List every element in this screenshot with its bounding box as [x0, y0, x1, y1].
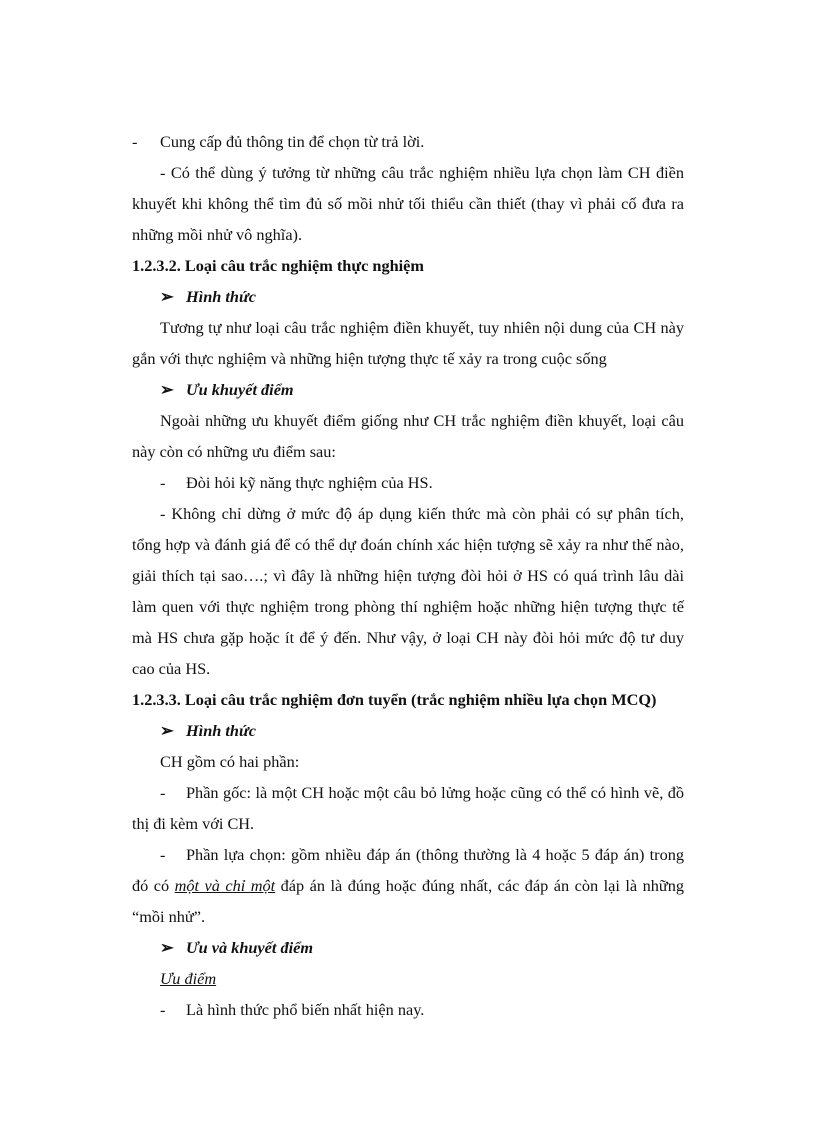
paragraph: - Không chỉ dừng ở mức độ áp dụng kiến thức mà còn phải có sự phân tích, tổng hợp và đánh giá để có thể dự đoán chính xác hiện tượng sẽ xảy ra như thế nào, giải thích tại sao….; vì đây là những hiện tượng đòi hỏi ở HS có quá trình lâu dài làm quen với thực nghiệm trong phòng thí nghiệm hoặc những hiện tượng thực tế mà HS chưa gặp hoặc ít để ý đến. Như vậy, ở loại CH này đòi hỏi mức độ tư duy cao của HS. [132, 504, 684, 678]
dash-item-text: Đòi hỏi kỹ năng thực nghiệm của HS. [186, 473, 433, 492]
dash-item-text: Phần gốc: là một CH hoặc một câu bỏ lửng hoặc cũng có thể có hình vẽ, đồ thị đi kèm với CH. [132, 783, 684, 833]
paragraph: - Có thể dùng ý tưởng từ những câu trắc nghiệm nhiều lựa chọn làm CH điền khuyết khi không thể tìm đủ số mồi nhử tối thiểu cần thiết (thay vì phải cố đưa ra những mồi nhử vô nghĩa). [132, 163, 684, 244]
bullet-heading-text: Hình thức [186, 287, 256, 306]
bullet-heading [132, 374, 684, 405]
dash-item [132, 994, 684, 1025]
dash-item [132, 126, 684, 157]
dash-item-text: Cung cấp đủ thông tin để chọn từ trả lời. [160, 132, 425, 151]
dash-mark: - [160, 473, 166, 492]
dash-item [132, 467, 684, 498]
section-heading: 1.2.3.2. Loại câu trắc nghiệm thực nghiệm [132, 256, 424, 275]
section-heading: 1.2.3.3. Loại câu trắc nghiệm đơn tuyển (trắc nghiệm nhiều lựa chọn MCQ) [132, 690, 657, 709]
bullet-heading-text: Hình thức [186, 721, 256, 740]
dash-mark: - [160, 845, 166, 864]
paragraph: Tương tự như loại câu trắc nghiệm điền khuyết, tuy nhiên nội dung của CH này gắn với thực nghiệm và những hiện tượng thực tế xảy ra trong cuộc sống [132, 318, 684, 368]
bullet-heading [132, 715, 684, 746]
dash-item [132, 839, 684, 932]
document-page [132, 126, 684, 1025]
paragraph: CH gồm có hai phần: [160, 752, 300, 771]
arrow-bullet-icon: ➢ [160, 380, 174, 399]
dash-item-text-end: đáp án là đúng hoặc đúng nhất, các đáp án còn lại là những “mồi nhử”. [132, 876, 685, 926]
bullet-heading [132, 281, 684, 312]
dash-item-text: Là hình thức phổ biến nhất hiện nay. [186, 1000, 425, 1019]
bullet-heading-text: Ưu và khuyết điểm [186, 938, 314, 957]
dash-item [132, 777, 684, 839]
arrow-bullet-icon: ➢ [160, 721, 174, 740]
subheading-underlined: Ưu điểm [160, 969, 217, 988]
dash-item-text: Phần lựa chọn: gồm nhiều đáp án (thông thường là 4 hoặc 5 đáp án) trong đó có [132, 845, 684, 895]
arrow-bullet-icon: ➢ [160, 938, 174, 957]
arrow-bullet-icon: ➢ [160, 287, 174, 306]
bullet-heading-text: Ưu khuyết điểm [186, 380, 294, 399]
emphasis-underlined: một và chỉ một [174, 876, 276, 895]
dash-mark: - [160, 783, 166, 802]
dash-mark: - [132, 132, 138, 151]
bullet-heading [132, 932, 684, 963]
dash-mark: - [160, 1000, 166, 1019]
paragraph: Ngoài những ưu khuyết điểm giống như CH trắc nghiệm điền khuyết, loại câu này còn có những ưu điểm sau: [132, 411, 684, 461]
